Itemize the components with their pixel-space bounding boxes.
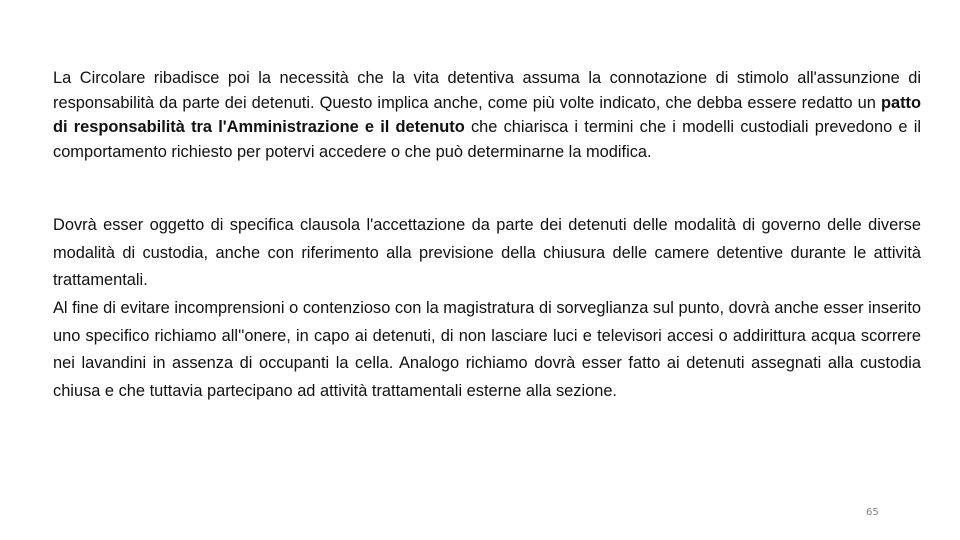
paragraph-custody-clause: Dovrà esser oggetto di specifica clausola l'accettazione da parte dei detenuti delle modalità di governo delle diverse modalità di custodia, anche con riferimento alla previsione della chiusura delle camere detentive durante le attività trattamentali.: [53, 216, 921, 289]
paragraph-responsibility-pact: [53, 66, 921, 164]
paragraph1-text-start: La Circolare ribadisce poi la necessità che la vita detentiva assuma la connotazione di stimolo all'assunzione di responsabilità da parte dei detenuti. Questo implica anche, come più volte indicato, che debba essere redatto un: [53, 69, 921, 112]
paragraph1-text-end: che chiarisca i termini che i modelli custodiali prevedono e il comportamento richiesto per potervi accedere o che può determinarne la modifica.: [53, 118, 921, 161]
paragraph1-bold-text: patto di responsabilità tra l'Amministrazione e il detenuto: [53, 93, 921, 136]
paragraph-misunderstandings: Al fine di evitare incomprensioni o contenzioso con la magistratura di sorveglianza sul punto, dovrà anche esser inserito uno specifico richiamo all''onere, in capo ai detenuti, di non lasciare luci e televisori accesi o addirittura acqua scorrere nei lavandini in assenza di occupanti la cella. Analogo richiamo dovrà esser fatto ai detenuti assegnati alla custodia chiusa e che tuttavia partecipano ad attività trattamentali esterne alla sezione.: [53, 299, 921, 400]
page-number: 65: [866, 507, 879, 518]
